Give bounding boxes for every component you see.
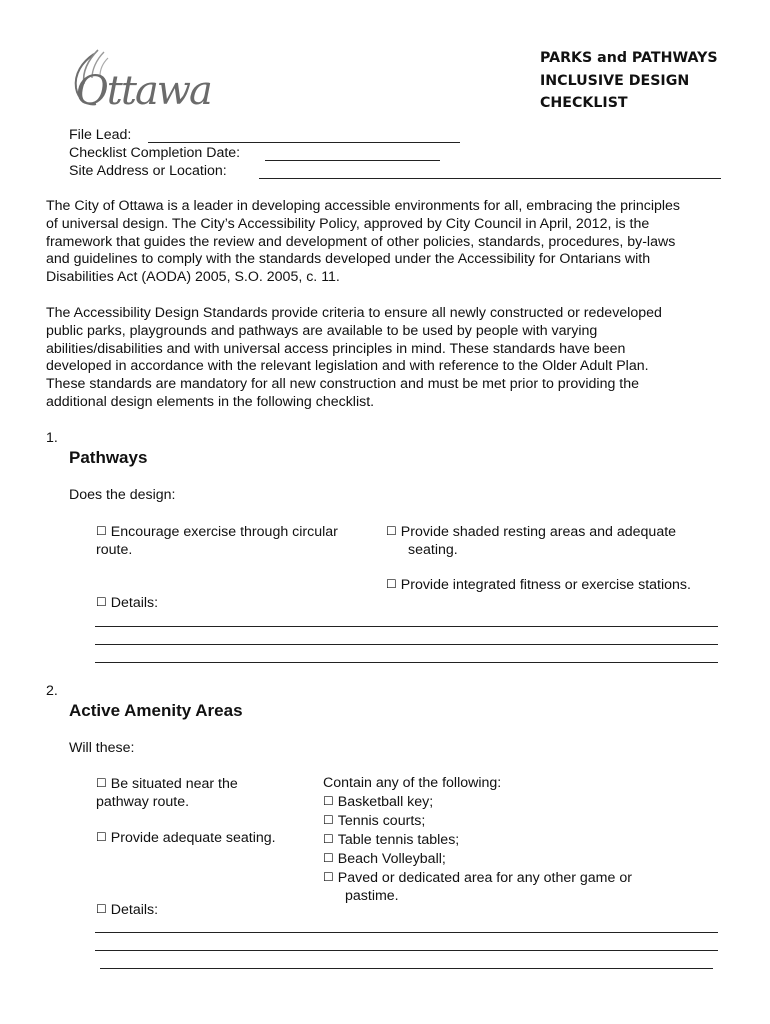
- paragraph-line: The Accessibility Design Standards provide criteria to ensure all newly constructed or redeveloped: [46, 305, 662, 321]
- paragraph-line: and guidelines to comply with the standards developed under the Accessibility for Ontarians with: [46, 251, 651, 268]
- details-line[interactable]: [95, 644, 718, 645]
- checkbox-label-continued: pastime.: [345, 888, 399, 904]
- intro-paragraph-1: [46, 198, 726, 287]
- section-prompt: Will these:: [69, 740, 135, 756]
- checkbox-label: Table tennis tables;: [337, 832, 460, 848]
- checkbox-item-near-pathway[interactable]: [96, 774, 238, 811]
- checkbox-icon[interactable]: ☐: [96, 776, 107, 790]
- paragraph-line: of universal design. The City’s Accessibility Policy, approved by City Council in April, 2012, is the: [46, 215, 650, 232]
- checkbox-icon[interactable]: ☐: [96, 902, 107, 916]
- section-prompt: Does the design:: [69, 487, 176, 503]
- paragraph-line: framework that guides the review and development of other policies, standards, procedures, by-laws: [46, 233, 676, 250]
- checkbox-label-continued: seating.: [408, 542, 458, 558]
- completion-date-label: Checklist Completion Date:: [69, 145, 241, 161]
- paragraph-line: abilities/disabilities and with universal access principles in mind. These standards have been: [46, 340, 626, 357]
- checkbox-icon[interactable]: ☐: [323, 813, 334, 827]
- paragraph-line: Disabilities Act (AODA) 2005, S.O. 2005, c. 11.: [46, 269, 340, 286]
- checkbox-label: Provide shaded resting areas and adequate: [400, 524, 677, 540]
- details-line[interactable]: [95, 662, 718, 663]
- checkbox-icon[interactable]: ☐: [323, 851, 334, 865]
- checkbox-label: Paved or dedicated area for any other game or: [337, 870, 632, 886]
- site-address-line[interactable]: [259, 178, 721, 179]
- checkbox-icon[interactable]: ☐: [96, 830, 107, 844]
- title-line: CHECKLIST: [540, 95, 628, 111]
- document-title: [540, 47, 760, 115]
- checkbox-label-continued: pathway route.: [96, 794, 190, 810]
- checkbox-item-details[interactable]: [96, 900, 158, 919]
- checkbox-label: Be situated near the: [110, 776, 238, 792]
- checkbox-item-basketball[interactable]: [323, 792, 632, 811]
- paragraph-line: developed in accordance with the relevant legislation and with reference to the Older Adult Plan.: [46, 358, 649, 375]
- checkbox-item-table-tennis[interactable]: [323, 830, 632, 849]
- section-title-pathways: Pathways: [69, 448, 148, 467]
- checkbox-label: Tennis courts;: [337, 813, 426, 829]
- section-number: 1.: [46, 430, 58, 446]
- paragraph-line: additional design elements in the following checklist.: [46, 393, 375, 410]
- file-lead-line[interactable]: [148, 142, 460, 143]
- checkbox-label-continued: route.: [96, 542, 133, 558]
- checkbox-label: Encourage exercise through circular: [110, 524, 338, 540]
- details-line[interactable]: [95, 932, 718, 933]
- details-line[interactable]: [95, 626, 718, 627]
- checkbox-icon[interactable]: ☐: [323, 870, 334, 884]
- section-title-active-amenity: Active Amenity Areas: [69, 701, 243, 720]
- checkbox-item-shaded-resting[interactable]: [386, 522, 676, 559]
- checkbox-item-fitness-stations[interactable]: [386, 575, 691, 594]
- checkbox-label: Basketball key;: [337, 794, 434, 810]
- ottawa-logo-mark: [70, 48, 220, 114]
- checkbox-label: Details:: [110, 902, 159, 918]
- checkbox-icon[interactable]: ☐: [386, 524, 397, 538]
- checkbox-label: Provide integrated fitness or exercise stations.: [400, 577, 691, 593]
- logo-text: Ottawa: [76, 68, 211, 114]
- details-line[interactable]: [95, 950, 718, 951]
- completion-date-line[interactable]: [265, 160, 440, 161]
- contain-following-group: [323, 774, 632, 905]
- title-line: INCLUSIVE DESIGN: [540, 72, 690, 89]
- checkbox-label: Provide adequate seating.: [110, 830, 276, 846]
- checkbox-item-paved-area[interactable]: [323, 868, 632, 887]
- section-number: 2.: [46, 683, 58, 699]
- paragraph-line: These standards are mandatory for all new construction and must be met prior to providing the: [46, 376, 640, 393]
- details-line[interactable]: [100, 968, 713, 969]
- checkbox-icon[interactable]: ☐: [96, 524, 107, 538]
- checkbox-item-beach-volleyball[interactable]: [323, 849, 632, 868]
- checkbox-item-details[interactable]: [96, 593, 158, 612]
- title-line: PARKS and PATHWAYS: [540, 50, 718, 66]
- site-address-label: Site Address or Location:: [69, 163, 227, 179]
- checkbox-item-adequate-seating[interactable]: [96, 828, 276, 847]
- paragraph-line: The City of Ottawa is a leader in developing accessible environments for all, embracing the principles: [46, 198, 681, 214]
- checkbox-item-tennis-courts[interactable]: [323, 811, 632, 830]
- checkbox-icon[interactable]: ☐: [386, 577, 397, 591]
- paragraph-line: public parks, playgrounds and pathways are available to be used by people with varying: [46, 322, 598, 339]
- group-heading: Contain any of the following:: [323, 775, 502, 791]
- checkbox-label: Beach Volleyball;: [337, 851, 446, 867]
- checkbox-icon[interactable]: ☐: [323, 832, 334, 846]
- checkbox-icon[interactable]: ☐: [96, 595, 107, 609]
- checkbox-icon[interactable]: ☐: [323, 794, 334, 808]
- checkbox-item-circular-route[interactable]: [96, 522, 338, 559]
- intro-paragraph-2: [46, 305, 726, 412]
- file-lead-label: File Lead:: [69, 127, 132, 143]
- city-of-ottawa-logo: [70, 48, 220, 114]
- checkbox-label: Details:: [110, 595, 159, 611]
